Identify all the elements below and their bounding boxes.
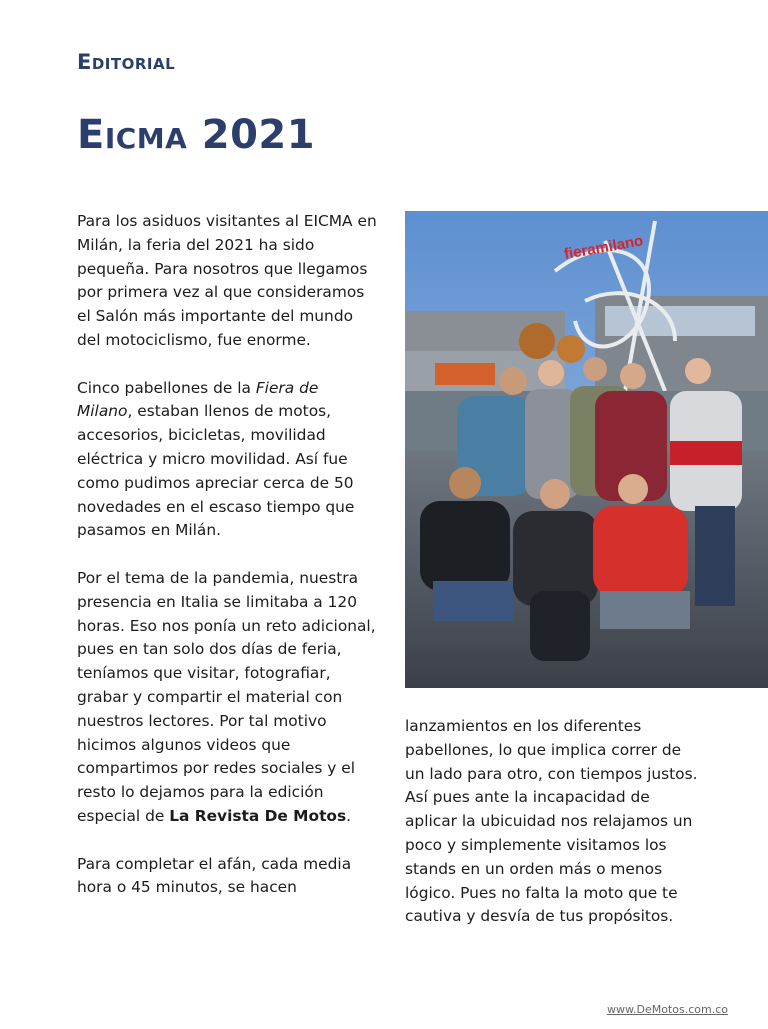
article-column-right <box>405 715 705 953</box>
article-title: Eicma 2021 <box>77 112 316 158</box>
group-photo-illustration <box>405 211 768 688</box>
paragraph-1: Para los asiduos visitantes al EICMA en Milán, la feria del 2021 ha sido pequeña. Para nosotros que llegamos por primera vez al que consideramos el Salón más importante del mundo del motociclismo, fue enorme. <box>77 212 377 349</box>
section-label: Editorial <box>77 50 176 74</box>
fiera-sign: fieramilano <box>562 232 645 263</box>
paragraph-2: Cinco pabellones de la Fiera de Milano, estaban llenos de motos, accesorios, bicicletas, movilidad eléctrica y micro movilidad. Así fue como pudimos apreciar cerca de 50 novedades en el escaso tiempo que pasamos en Milán. <box>77 378 355 540</box>
paragraph-3: Por el tema de la pandemia, nuestra presencia en Italia se limitaba a 120 horas. Eso nos ponía un reto adicional, pues en tan solo dos días de feria, teníamos que visitar, fotografiar, grabar y compartir el material con nuestros lectores. Por tal motivo hicimos algunos videos que compartimos por redes sociales y el resto lo dejamos para la edición especial de La Revista De Motos. <box>77 568 376 825</box>
fiera-name: Fiera de Milano <box>77 378 319 421</box>
article-column-left <box>77 210 377 924</box>
group-photo <box>405 211 768 688</box>
paragraph-4: Para completar el afán, cada media hora o 45 minutos, se hacen <box>77 854 352 897</box>
magazine-name: La Revista De Motos <box>169 806 347 825</box>
paragraph-5: lanzamientos en los diferentes pabellones, lo que implica correr de un lado para otro, con tiempos justos. Así pues ante la incapacidad de aplicar la ubicuidad nos relajamos un poco y simplemente visitamos los stands en un orden más o menos lógico. Pues no falta la moto que te cautiva y desvía de tus propósitos. <box>405 717 698 926</box>
footer-website-link[interactable]: www.DeMotos.com.co <box>607 1003 728 1016</box>
